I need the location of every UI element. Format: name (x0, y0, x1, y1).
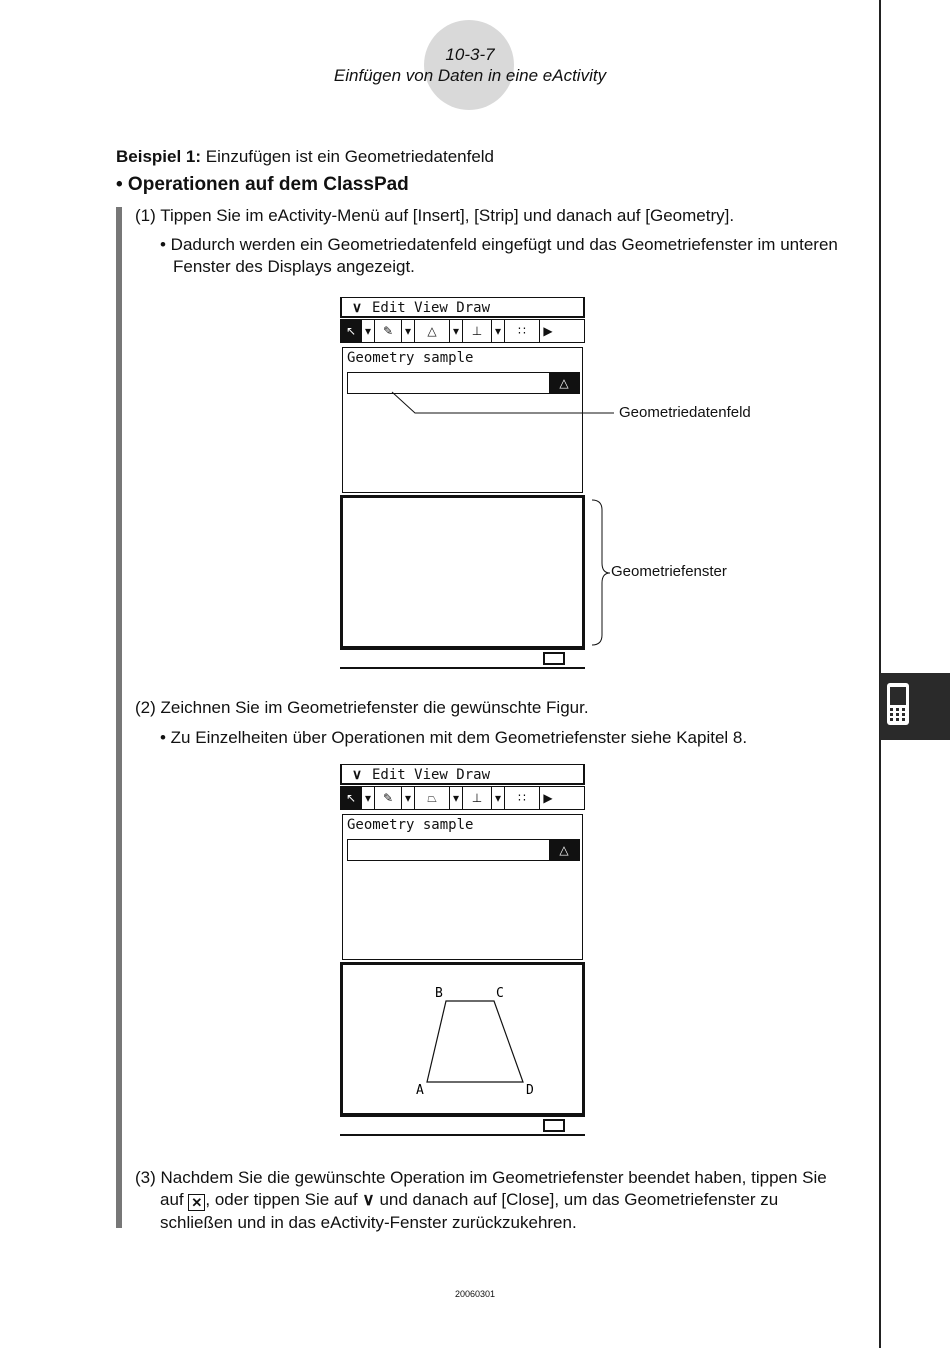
menu-labels: Edit View Draw (372, 300, 491, 316)
point-label-a: A (416, 1083, 424, 1098)
close-x-icon: ✕ (188, 1194, 205, 1211)
step-1-bullet-line-2: Fenster des Displays angezeigt. (173, 257, 415, 276)
grid-icon[interactable]: ∷ (505, 320, 540, 342)
step-3-line-1: (3) Nachdem Sie die gewünschte Operation im Geometriefenster beendet haben, tippen Sie (135, 1168, 827, 1187)
step-1-bullet-line-1: • Dadurch werden ein Geometriedatenfeld eingefügt und das Geometriefenster im unteren (160, 235, 838, 254)
chapter-tab (880, 673, 950, 740)
dropdown-icon[interactable]: ▾ (492, 320, 505, 342)
example-label: Beispiel 1: (116, 147, 202, 166)
dropdown-icon[interactable]: ▾ (492, 787, 505, 809)
geometry-strip-icon[interactable]: △ (549, 373, 579, 393)
eactivity-window (342, 814, 583, 960)
step-3-line-2 (160, 1189, 778, 1211)
page-number: 10-3-7 (445, 45, 495, 64)
step-2-bullet: • Zu Einzelheiten über Operationen mit dem Geometriefenster siehe Kapitel 8. (160, 728, 748, 747)
menu-bar (340, 297, 585, 318)
scroll-right-icon[interactable]: ▶ (543, 791, 553, 805)
battery-icon (543, 1119, 565, 1132)
calculator-screen-2 (340, 764, 585, 1136)
section-heading: • Operationen auf dem ClassPad (116, 174, 409, 195)
triangle-icon[interactable]: △ (415, 320, 450, 342)
dropdown-icon[interactable]: ▾ (402, 320, 415, 342)
step-3-auf: auf (160, 1190, 184, 1209)
callout-lines (380, 380, 640, 660)
perpendicular-icon[interactable]: ⊥ (463, 320, 492, 342)
callout-geometry-data-field: Geometriedatenfeld (619, 404, 751, 421)
header-circle-decoration (424, 20, 514, 110)
page-title: Einfügen von Daten in eine eActivity (333, 66, 607, 85)
example-text: Einzufügen ist ein Geometriedatenfeld (201, 147, 495, 166)
menu-chevron-icon[interactable]: ∨ (351, 299, 363, 315)
calculator-icon (880, 673, 950, 740)
menu-labels: Edit View Draw (372, 767, 491, 783)
step-3-close-text: und danach auf [Close], um das Geometriefenster zu (379, 1190, 779, 1209)
grid-icon[interactable]: ∷ (505, 787, 540, 809)
pointer-icon[interactable]: ↖ (341, 320, 362, 342)
dropdown-icon[interactable]: ▾ (450, 320, 463, 342)
step-3-line-3: schließen und in das eActivity-Fenster zurückzukehren. (160, 1213, 577, 1232)
perpendicular-icon[interactable]: ⊥ (463, 787, 492, 809)
pen-icon[interactable]: ✎ (375, 320, 402, 342)
strip-title: Geometry sample (347, 350, 474, 366)
menu-bar (340, 764, 585, 785)
geometry-window[interactable] (340, 962, 585, 1116)
step-2: (2) Zeichnen Sie im Geometriefenster die gewünschte Figur. (135, 698, 589, 717)
geometry-data-field[interactable] (347, 839, 580, 861)
step-3-or-tap: , oder tippen Sie auf (205, 1190, 358, 1209)
footer-date-code: 20060301 (454, 1289, 496, 1299)
point-label-b: B (435, 986, 443, 1001)
callout-geometry-window: Geometriefenster (611, 563, 727, 580)
menu-chevron-icon[interactable]: ∨ (351, 766, 363, 782)
geometry-strip-icon[interactable]: △ (549, 840, 579, 860)
scroll-right-icon[interactable]: ▶ (543, 324, 553, 338)
example-line (116, 146, 494, 168)
dropdown-icon[interactable]: ▾ (362, 787, 375, 809)
toolbar (340, 786, 585, 810)
pen-icon[interactable]: ✎ (375, 787, 402, 809)
point-label-d: D (526, 1083, 534, 1098)
menu-chevron-icon: ∨ (362, 1190, 375, 1209)
dropdown-icon[interactable]: ▾ (402, 787, 415, 809)
dropdown-icon[interactable]: ▾ (362, 320, 375, 342)
toolbar (340, 319, 585, 343)
pointer-icon[interactable]: ↖ (341, 787, 362, 809)
trapezoid-icon[interactable]: ⏢ (415, 787, 450, 809)
status-bar (340, 1115, 585, 1136)
strip-title: Geometry sample (347, 817, 474, 833)
trapezoid-figure (343, 965, 582, 1113)
dropdown-icon[interactable]: ▾ (450, 787, 463, 809)
point-label-c: C (496, 986, 504, 1001)
step-1: (1) Tippen Sie im eActivity-Menü auf [Insert], [Strip] und danach auf [Geometry]. (135, 206, 735, 225)
procedure-side-bar (116, 207, 122, 1228)
